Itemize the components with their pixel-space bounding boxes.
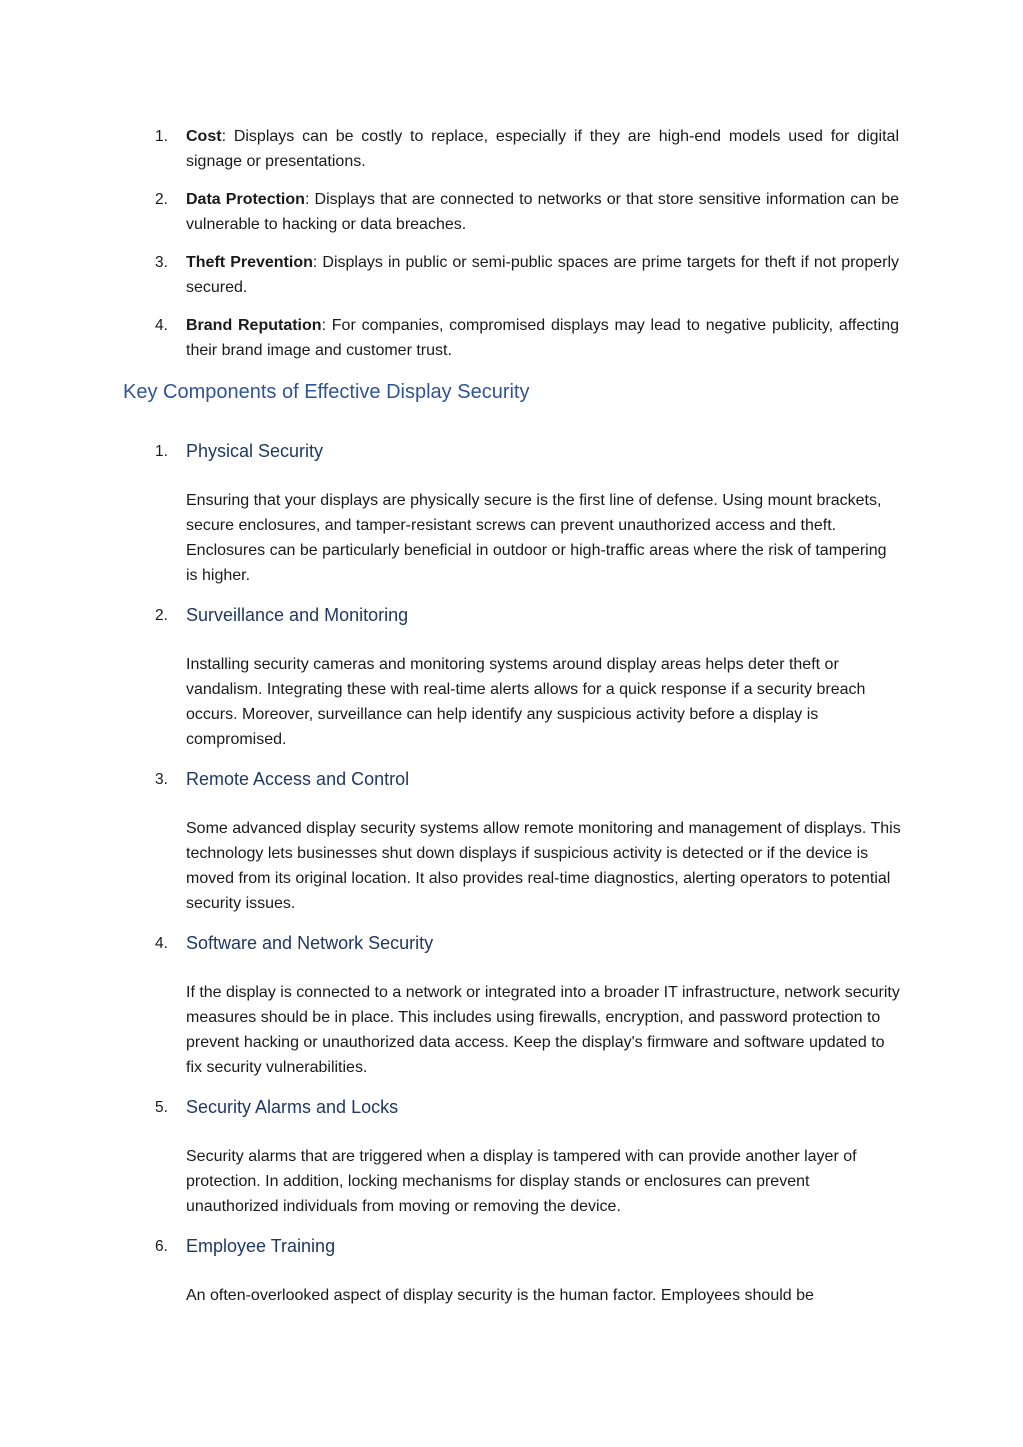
list-number: 2.: [155, 607, 168, 624]
list-item: [0, 250, 1023, 300]
list-item-term: Brand Reputation: [186, 317, 322, 334]
component-item: [0, 1094, 1023, 1219]
list-item-term: Cost: [186, 128, 222, 145]
section-heading: Key Components of Effective Display Security: [123, 381, 530, 403]
component-item: [0, 1233, 1023, 1308]
component-body: An often-overlooked aspect of display security is the human factor. Employees should be: [186, 1287, 814, 1304]
list-item-term: Data Protection: [186, 191, 305, 208]
component-title: Security Alarms and Locks: [186, 1097, 399, 1117]
risk-list: [0, 124, 1023, 376]
list-item-term: Theft Prevention: [186, 254, 313, 271]
component-item: [0, 438, 1023, 588]
component-item: [0, 930, 1023, 1080]
component-title: Software and Network Security: [186, 933, 434, 953]
component-body: Some advanced display security systems allow remote monitoring and management of displays. This technology lets businesses shut down displays if suspicious activity is detected or if the device is moved from its original location. It also provides real-time diagnostics, alerting operators to potential security issues.: [186, 820, 901, 912]
components-list: [0, 438, 1023, 1322]
component-item: [0, 602, 1023, 752]
list-item: [0, 187, 1023, 237]
list-number: 4.: [155, 317, 168, 334]
component-title: Physical Security: [186, 441, 324, 461]
list-item: [0, 124, 1023, 174]
list-number: 5.: [155, 1099, 168, 1116]
list-item-description: : Displays that are connected to networks or that store sensitive information can be vulnerable to hacking or data breaches.: [186, 191, 900, 233]
component-title: Surveillance and Monitoring: [186, 605, 409, 625]
component-body: If the display is connected to a network or integrated into a broader IT infrastructure, network security measures should be in place. This includes using firewalls, encryption, and password protection to prevent hacking or unauthorized data access. Keep the display's firmware and software updated to fix security vulnerabilities.: [186, 984, 900, 1076]
component-title: Remote Access and Control: [186, 769, 410, 789]
component-body: Installing security cameras and monitoring systems around display areas helps deter theft or vandalism. Integrating these with real-time alerts allows for a quick response if a security breach occurs. Moreover, surveillance can help identify any suspicious activity before a display is compromised.: [186, 656, 866, 748]
component-item: [0, 766, 1023, 916]
list-number: 4.: [155, 935, 168, 952]
component-body: Ensuring that your displays are physically secure is the first line of defense. Using mount brackets, secure enclosures, and tamper-resistant screws can prevent unauthorized access and theft. Enclosures can be particularly beneficial in outdoor or high-traffic areas where the risk of tampering is higher.: [186, 492, 887, 584]
list-item-description: : For companies, compromised displays may lead to negative publicity, affecting their brand image and customer trust.: [186, 317, 900, 359]
list-item: [0, 313, 1023, 363]
list-number: 3.: [155, 254, 168, 271]
list-number: 1.: [155, 443, 168, 460]
list-item-description: : Displays in public or semi-public spaces are prime targets for theft if not properly secured.: [186, 254, 900, 296]
component-title: Employee Training: [186, 1236, 336, 1256]
list-number: 6.: [155, 1238, 168, 1255]
component-body: Security alarms that are triggered when a display is tampered with can provide another layer of protection. In addition, locking mechanisms for display stands or enclosures can prevent unauthorized individuals from moving or removing the device.: [186, 1148, 857, 1215]
list-item-description: : Displays can be costly to replace, especially if they are high-end models used for digital signage or presentations.: [186, 128, 899, 170]
list-number: 3.: [155, 771, 168, 788]
list-item-text: [186, 124, 899, 174]
list-item-text: [186, 313, 899, 363]
list-item-text: [186, 250, 899, 300]
list-number: 2.: [155, 191, 168, 208]
list-item-text: [186, 187, 899, 237]
list-number: 1.: [155, 128, 168, 145]
